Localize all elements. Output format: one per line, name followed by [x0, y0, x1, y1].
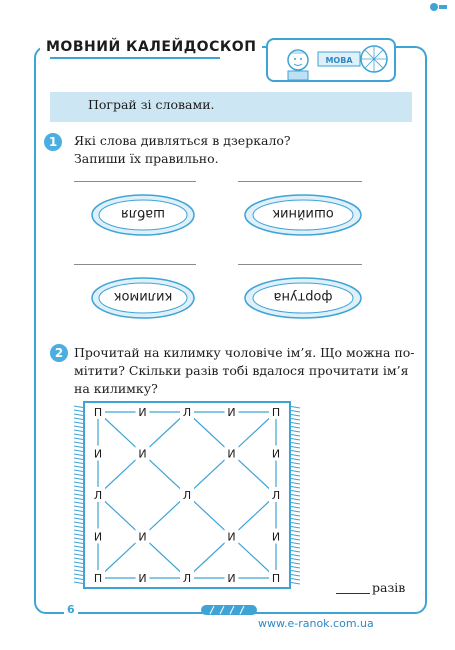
answer-line-1[interactable]: [74, 181, 196, 182]
rug-letter: И: [138, 447, 147, 461]
footer-ornament-icon: [200, 604, 258, 616]
task1-text: [74, 132, 291, 168]
rug-letter: П: [271, 572, 281, 585]
rug-letter: И: [227, 572, 236, 585]
mirror-word-3: килимок: [113, 289, 173, 304]
answer-suffix: разів: [372, 580, 406, 595]
task2-text: [74, 344, 415, 398]
rug-letter: И: [138, 406, 147, 419]
rug-letter: П: [271, 406, 281, 419]
task1-line: Які слова дивляться в дзеркало?: [74, 133, 291, 148]
rug-letter: Л: [182, 572, 192, 585]
task1-badge: 1: [44, 133, 62, 151]
rug-letter: И: [138, 530, 147, 544]
task1-line: Запиши їх правильно.: [74, 151, 219, 166]
intro-text: Пограй зі словами.: [88, 97, 215, 112]
rug-letter: И: [138, 572, 147, 585]
rug-letter: Л: [271, 489, 281, 502]
page-number: 6: [64, 603, 78, 616]
rug-letter: И: [271, 447, 281, 461]
mirror-word-1: шабля: [121, 206, 166, 221]
rug-letter: Л: [182, 489, 192, 502]
answer-blank[interactable]: [336, 593, 370, 594]
letter-rug: [70, 400, 310, 590]
rug-letter: И: [93, 447, 103, 461]
task2-line: на килимку?: [74, 381, 158, 396]
header-title: [40, 36, 262, 55]
rug-letter: И: [271, 530, 281, 544]
mirror-word-2: ошийник: [272, 206, 334, 221]
publisher-logo-icon: [429, 2, 447, 12]
rug-letter: И: [93, 530, 103, 544]
mascot-sign-label: МОВА: [325, 56, 353, 65]
rug-letter: П: [93, 406, 103, 419]
answer-line-3[interactable]: [74, 264, 196, 265]
intro-banner: [50, 92, 412, 122]
rug-letter: И: [227, 406, 236, 419]
rug-letter: П: [93, 572, 103, 585]
website-link[interactable]: www.e-ranok.com.ua: [258, 617, 374, 630]
task2-line: Прочитай на килимку чоловіче ім’я. Що можна по-: [74, 345, 415, 360]
title-underline: [50, 57, 220, 59]
task2-badge: 2: [50, 344, 68, 362]
rug-letter: И: [227, 447, 236, 461]
rug-letter: Л: [182, 406, 192, 419]
answer-line-2[interactable]: [238, 181, 362, 182]
answer-line-4[interactable]: [238, 264, 362, 265]
rug-letter: Л: [93, 489, 103, 502]
rug-letter: И: [227, 530, 236, 544]
mascot-illustration: [266, 38, 396, 82]
mirror-word-4: фортуна: [273, 289, 333, 304]
task2-line: мітити? Скільки разів тобі вдалося прочитати ім’я: [74, 363, 409, 378]
page-title: МОВНИЙ КАЛЕЙДОСКОП: [46, 39, 257, 55]
